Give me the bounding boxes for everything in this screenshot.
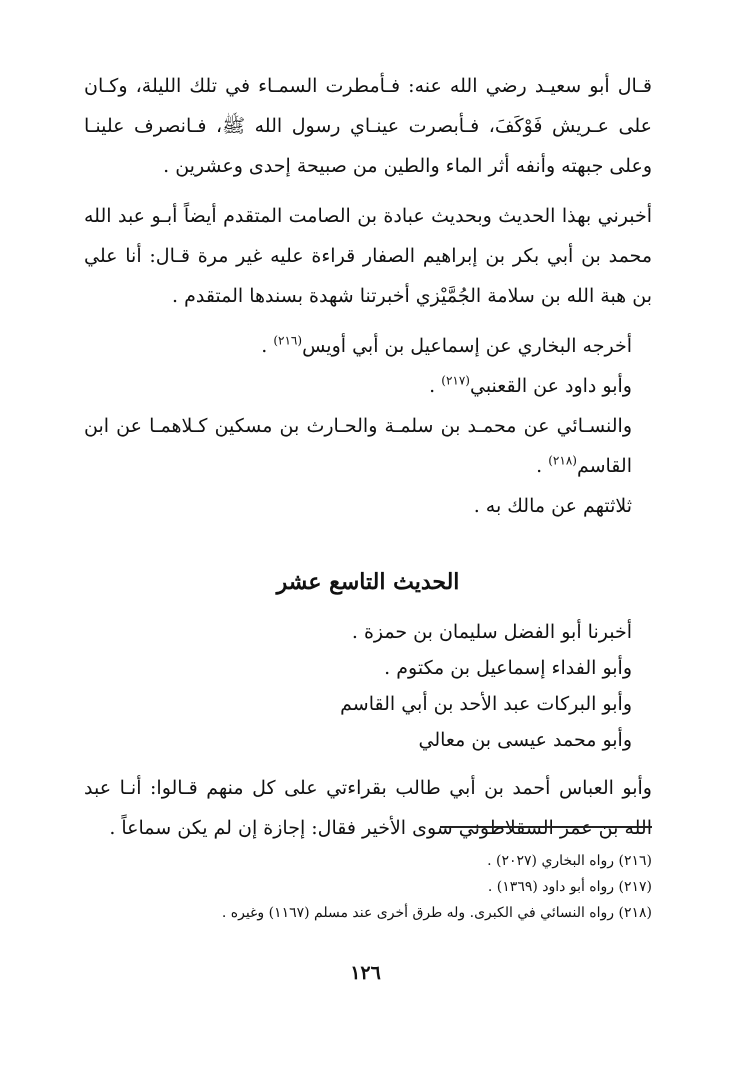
narration-paragraph: قـال أبو سعيـد رضي الله عنه: فـأمطرت السمـاء في تلك الليلة، وكـان على عـريش فَوْكَفَ، فـأبصرت عينـاي رسول الله ﷺ، فـانصرف علينـا وعلى جبهته وأنفه أثر الماء والطين من صبيحة إحدى وعشرين . <box>84 75 652 177</box>
footnote-separator <box>440 826 652 828</box>
footnote-ref-217: (٢١٧) <box>441 373 470 388</box>
footnotes <box>92 848 652 926</box>
chain-paragraph: وأبو العباس أحمد بن أبي طالب بقراءتي على كل منهم قـالوا: أنـا عبد الله بن عمر السقلاطوني سوى الأخير فقال: إجازة إن لم يكن سماعاً . <box>84 777 652 839</box>
takhrij-block <box>84 326 652 526</box>
chain-line: وأبو البركات عبد الأحد بن أبي القاسم <box>340 693 632 715</box>
footnote-216: (٢١٦) رواه البخاري (٢٠٢٧) . <box>487 853 652 869</box>
chain-line: وأبو محمد عيسى بن معالي <box>418 729 632 751</box>
takhrij-all-three: ثلاثتهم عن مالك به . <box>473 495 632 517</box>
footnote-218: (٢١٨) رواه النسائي في الكبرى. وله طرق أخرى عند مسلم (١١٦٧) وغيره . <box>221 905 652 921</box>
isnad-paragraph: أخبرني بهذا الحديث وبحديث عبادة بن الصامت المتقدم أيضاً أبـو عبد الله محمد بن أبي بكر بن إبراهيم الصفار قراءة عليه غير مرة قـال: أنا علي بن هبة الله بن سلامة الجُمَّيْزي أخبرتنا شهدة بسندها المتقدم . <box>84 205 652 307</box>
takhrij-abu-dawud: وأبو داود عن القعنبي$^{(٢١٧)}$ . <box>429 373 632 397</box>
footnote-217: (٢١٧) رواه أبو داود (١٣٦٩) . <box>487 879 652 895</box>
chain-list <box>84 614 652 758</box>
footnote-ref-218: (٢١٨) <box>548 453 577 468</box>
chain-line: وأبو الفداء إسماعيل بن مكتوم . <box>384 657 632 679</box>
page-body <box>84 66 652 848</box>
takhrij-nasai: والنسـائي عن محمـد بن سلمـة والحـارث بن مسكين كـلاهمـا عن ابن القاسم$^{(٢١٨)}$ . <box>84 415 632 477</box>
footnote-ref-216: (٢١٦) <box>273 333 303 348</box>
hadith-heading: الحديث التاسع عشر <box>276 569 460 595</box>
chain-line: أخبرنا أبو الفضل سليمان بن حمزة . <box>351 621 632 643</box>
takhrij-bukhari: أخرجه البخاري عن إسماعيل بن أبي أويس$^{(٢١٦)}$ . <box>261 333 632 357</box>
page-number: ١٢٦ <box>350 962 381 984</box>
